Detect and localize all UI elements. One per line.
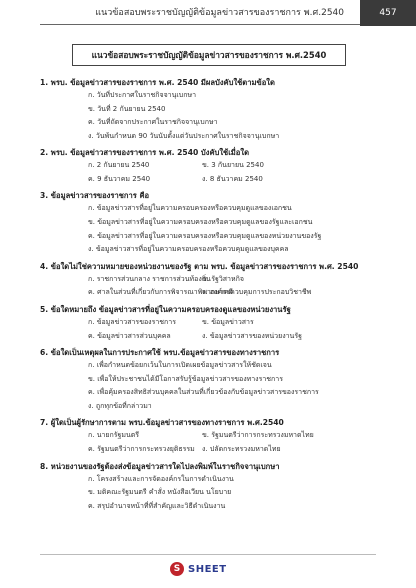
header-divider [40, 24, 360, 25]
question-list [40, 77, 380, 517]
answer-option: ข. มติคณะรัฐมนตรี คำสั่ง หนังสือเวียน นโยบาย [88, 488, 232, 497]
question-2: 2. พรบ. ข้อมูลข่าวสารของราชการ พ.ศ. 2540 บังคับใช้เมื่อใด [40, 148, 250, 158]
answer-option: ง. 8 ธันวาคม 2540 [202, 174, 263, 183]
answer-option: ค. สรุปอำนาจหน้าที่ที่สำคัญและวิธีดำเนินงาน [88, 501, 226, 510]
header-title: แนวข้อสอบพระราชบัญญัติข้อมูลข่าวสารของราชการ พ.ศ.2540 [95, 8, 344, 18]
answer-option: ค. ข้อมูลข่าวสารส่วนบุคคล [88, 331, 171, 340]
question-8: 8. หน่วยงานของรัฐต้องส่งข้อมูลข่าวสารใดไปลงพิมพ์ในราชกิจจานุเบกษา [40, 461, 280, 471]
answer-option: ค. รัฐมนตรีว่าการกระทรวงยุติธรรม [88, 444, 195, 453]
answer-option-row [40, 287, 380, 298]
answer-option-row [40, 430, 380, 441]
answer-option: ข. 3 กันยายน 2540 [202, 161, 264, 170]
page-footer [0, 548, 416, 588]
answer-option: ก. วันที่ประกาศในราชกิจจานุเบกษา [88, 91, 197, 99]
answer-option: ค. 9 ธันวาคม 2540 [88, 174, 151, 183]
footer-divider [40, 554, 376, 555]
answer-option: ก. โครงสร้างและการจัดองค์กรในการดำเนินงาน [88, 474, 234, 483]
answer-option: ง. ข้อมูลข่าวสารของหน่วยงานรัฐ [202, 331, 302, 340]
answer-option: ข. ข้อมูลข่าวสาร [202, 317, 254, 326]
sheet-logo-icon: S [170, 562, 184, 576]
answer-option: ก. ข้อมูลข่าวสารที่อยู่ในความครอบครองหรือควบคุมดูแลของเอกชน [88, 204, 292, 213]
answer-option: ง. ถูกทุกข้อที่กล่าวมา [88, 401, 152, 410]
document-title: แนวข้อสอบพระราชบัญญัติข้อมูลข่าวสารของราชการ พ.ศ.2540 [72, 44, 346, 66]
question-3: 3. ข้อมูลข่าวสารของราชการ คือ [40, 191, 150, 201]
question-1: 1. พรบ. ข้อมูลข่าวสารของราชการ พ.ศ. 2540 มีผลบังคับใช้ตามข้อใด [40, 78, 275, 87]
logo-text: SHEET [188, 563, 227, 575]
answer-option-row [40, 274, 380, 285]
answer-option-row [40, 160, 380, 171]
answer-option-row [40, 317, 380, 328]
answer-option: ง. วันพ้นกำหนด 90 วันนับตั้งแต่วันประกาศในราชกิจจานุเบกษา [88, 131, 280, 140]
question-7: 7. ผู้ใดเป็นผู้รักษาการตาม พรบ.ข้อมูลข่าวสารของทางราชการ พ.ศ.2540 [40, 418, 284, 428]
answer-option: ก. ราชการส่วนกลาง ราชการส่วนท้องถิ่น [88, 274, 211, 283]
answer-option: ข. ข้อมูลข่าวสารที่อยู่ในความครอบครองหรือควบคุมดูแลของรัฐและเอกชน [88, 218, 313, 227]
question-6: 6. ข้อใดเป็นเหตุผลในการประกาศใช้ พรบ.ข้อมูลข่าวสารของทางราชการ [40, 348, 280, 358]
answer-option: ค. ศาลในส่วนที่เกี่ยวกับการพิจารณาพิพากษาคดี [88, 288, 233, 297]
sheet-logo [170, 562, 227, 576]
answer-option: ข. เพื่อให้ประชาชนได้มีโอกาสรับรู้ข้อมูลข่าวสารของทางราชการ [88, 374, 283, 383]
answer-option-row [40, 444, 380, 455]
page-header [0, 0, 416, 26]
question-5: 5. ข้อใดหมายถึง ข้อมูลข่าวสารที่อยู่ในความครอบครองดูแลของหน่วยงานรัฐ [40, 304, 291, 314]
answer-option: ค. ข้อมูลข่าวสารที่อยู่ในความครอบครองหรือควบคุมดูแลของหน่วยงานของรัฐ [88, 231, 322, 240]
answer-option: ง. ปลัดกระทรวงมหาดไทย [202, 444, 281, 453]
answer-option: ง. องค์กรควบคุมการประกอบวิชาชีพ [202, 288, 312, 297]
page-number: 457 [360, 0, 416, 26]
answer-option-row [40, 174, 380, 185]
answer-option: ข. วันที่ 2 กันยายน 2540 [88, 104, 166, 113]
answer-option: ข. รัฐวิสาหกิจ [202, 274, 244, 283]
answer-option-row [40, 331, 380, 342]
answer-option: ค. เพื่อคุ้มครองสิทธิส่วนบุคคลในส่วนที่เกี่ยวข้องกับข้อมูลข่าวสารของราชการ [88, 388, 319, 397]
question-4: 4. ข้อใดไม่ใช่ความหมายของหน่วยงานของรัฐ ตาม พรบ. ข้อมูลข่าวสารของราชการ พ.ศ. 2540 [40, 261, 359, 271]
answer-option: ข. รัฐมนตรีว่าการกระทรวงมหาดไทย [202, 431, 314, 440]
answer-option: ก. ข้อมูลข่าวสารของราชการ [88, 317, 176, 326]
answer-option: ก. 2 กันยายน 2540 [88, 161, 150, 170]
answer-option: ง. ข้อมูลข่าวสารที่อยู่ในความครอบครองหรือควบคุมดูแลของบุคคล [88, 245, 289, 254]
answer-option: ค. วันที่ถัดจากประกาศในราชกิจจานุเบกษา [88, 118, 218, 127]
answer-option: ก. นายกรัฐมนตรี [88, 431, 140, 440]
answer-option: ก. เพื่อกำหนดข้อยกเว้นในการเปิดเผยข้อมูลข่าวสารให้ชัดเจน [88, 361, 272, 370]
